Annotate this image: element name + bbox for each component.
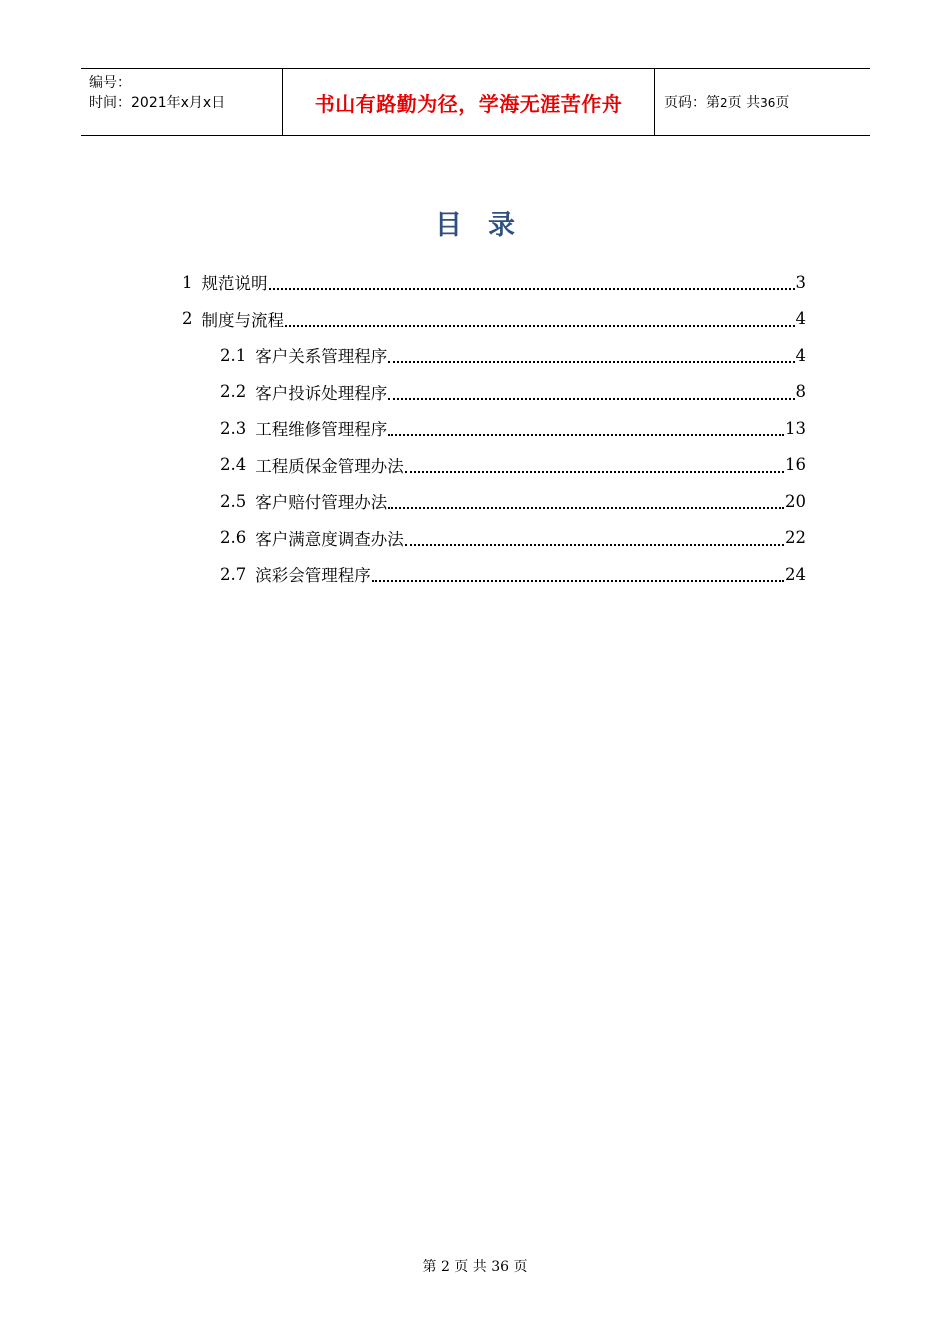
toc-entry-label: 工程质保金管理办法	[255, 456, 404, 476]
header-motto: 书山有路勤为径，学海无涯苦作舟	[314, 91, 623, 116]
toc-entry-leader	[285, 325, 795, 327]
toc-entry-number: 2.3	[220, 418, 247, 438]
toc-entry[interactable]	[220, 520, 806, 556]
toc-entry-page: 24	[785, 564, 806, 584]
toc-entry-page: 4	[795, 309, 806, 328]
toc-entry[interactable]	[220, 556, 806, 592]
toc-entry[interactable]	[220, 337, 806, 373]
toc-entry[interactable]	[182, 301, 806, 337]
toc-entry-label: 客户关系管理程序	[255, 347, 388, 366]
toc-entry-number: 1	[182, 272, 193, 292]
toc-entry-number: 2.1	[220, 345, 247, 365]
toc-entry-leader	[372, 580, 784, 582]
toc-entry-leader	[388, 507, 784, 509]
toc-entry[interactable]	[220, 483, 806, 519]
toc-entry-label: 制度与流程	[201, 310, 284, 330]
toc-entry-page: 8	[795, 382, 806, 401]
page-footer: 第 2 页 共 36 页	[422, 1259, 528, 1275]
toc-entry[interactable]	[220, 410, 806, 446]
header-meta	[81, 69, 282, 135]
header-page-mid: 页 共	[727, 95, 761, 111]
toc-entry-page: 16	[785, 455, 806, 474]
toc-entry-page: 13	[785, 418, 806, 438]
toc-entry-page: 4	[795, 345, 806, 365]
toc-entry-label: 客户满意度调查办法	[255, 529, 404, 549]
toc-entry-leader	[388, 361, 794, 363]
header-page-current: 2	[720, 96, 728, 110]
page-header	[81, 68, 870, 136]
toc-entry-page: 20	[785, 491, 806, 511]
toc-entry-label: 规范说明	[201, 274, 268, 293]
header-page-total: 36	[760, 96, 776, 110]
toc-entry-leader	[388, 398, 794, 400]
header-page-prefix: 页码：第	[664, 95, 720, 111]
header-time: 时间：2021年x月x日	[89, 95, 226, 111]
toc-entry-label: 滨彩会管理程序	[255, 566, 371, 585]
header-page-suffix: 页	[775, 95, 790, 111]
toc-entry-page: 22	[785, 528, 806, 547]
toc-entry-number: 2	[182, 309, 193, 328]
header-code: 编号：	[89, 75, 131, 91]
toc-entry-leader	[405, 544, 784, 546]
toc-entry-number: 2.5	[220, 491, 247, 511]
toc-entry-leader	[405, 471, 784, 473]
toc-entry-number: 2.6	[220, 528, 247, 547]
toc-entry-number: 2.2	[220, 382, 247, 401]
toc-entry[interactable]	[220, 374, 806, 410]
toc-entry-label: 客户赔付管理办法	[255, 493, 388, 512]
toc-entry-label: 工程维修管理程序	[255, 420, 388, 439]
toc-entry-number: 2.7	[220, 564, 247, 584]
toc-entry-page: 3	[795, 272, 806, 292]
toc-entry-leader	[388, 434, 784, 436]
toc-entry-leader	[269, 288, 795, 290]
toc-entry-label: 客户投诉处理程序	[255, 383, 388, 403]
toc-entry[interactable]	[182, 264, 806, 300]
header-motto-cell	[282, 69, 655, 135]
toc-title: 目录	[435, 210, 541, 241]
toc-entry-number: 2.4	[220, 455, 247, 474]
header-page-info	[655, 69, 870, 135]
toc-entry[interactable]	[220, 447, 806, 483]
